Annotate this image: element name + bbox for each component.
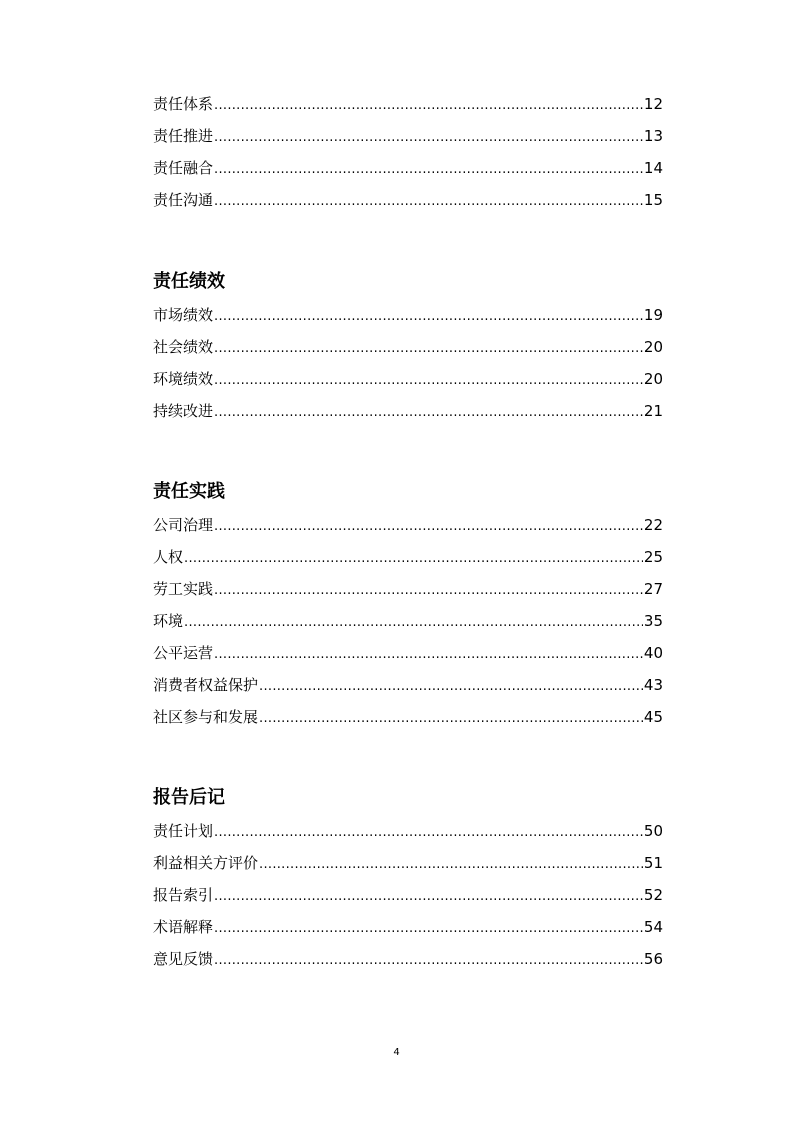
toc-entry-label: 责任融合 — [153, 159, 214, 177]
toc-entry-page: 20 — [643, 338, 663, 356]
toc-entry-page: 43 — [643, 676, 663, 694]
toc-leader-dots — [214, 307, 643, 327]
toc-entry-label: 责任体系 — [153, 95, 214, 113]
toc-leader-dots — [214, 128, 643, 148]
toc-entry-label: 利益相关方评价 — [153, 854, 259, 872]
toc-entry-page: 51 — [643, 854, 663, 872]
toc-leader-dots — [214, 581, 643, 601]
toc-entry-label: 消费者权益保护 — [153, 676, 259, 694]
toc-leader-dots — [214, 823, 643, 843]
toc-leader-dots — [214, 887, 643, 907]
toc-entry[interactable] — [153, 821, 663, 853]
toc-leader-dots — [214, 339, 643, 359]
toc-entry-page: 52 — [643, 886, 663, 904]
toc-entry-label: 意见反馈 — [153, 950, 214, 968]
toc-entry-label: 市场绩效 — [153, 306, 214, 324]
toc-entry-label: 责任计划 — [153, 822, 214, 840]
toc-entry[interactable] — [153, 369, 663, 401]
toc-entry[interactable] — [153, 949, 663, 981]
toc-leader-dots — [214, 517, 643, 537]
toc-entry-page: 50 — [643, 822, 663, 840]
toc-leader-dots — [214, 192, 643, 212]
toc-entry-page: 45 — [643, 708, 663, 726]
toc-entry[interactable] — [153, 190, 663, 222]
toc-entry-page: 54 — [643, 918, 663, 936]
toc-entry[interactable] — [153, 158, 663, 190]
toc-section-afterword — [153, 786, 663, 981]
toc-leader-dots — [259, 677, 643, 697]
toc-section-title: 责任绩效 — [153, 271, 225, 292]
toc-entry[interactable] — [153, 401, 663, 433]
toc-entry-label: 持续改进 — [153, 402, 214, 420]
toc-leader-dots — [214, 919, 643, 939]
toc-entry-page: 22 — [643, 516, 663, 534]
toc-entry-label: 环境 — [153, 612, 184, 630]
toc-entry[interactable] — [153, 515, 663, 547]
toc-leader-dots — [214, 371, 643, 391]
toc-entry[interactable] — [153, 853, 663, 885]
toc-entry-label: 报告索引 — [153, 886, 214, 904]
page-number: 4 — [393, 1047, 400, 1058]
toc-leader-dots — [214, 160, 643, 180]
toc-entry[interactable] — [153, 917, 663, 949]
toc-entry-label: 公平运营 — [153, 644, 214, 662]
toc-entry[interactable] — [153, 643, 663, 675]
toc-section-practice — [153, 480, 663, 739]
toc-leader-dots — [184, 549, 643, 569]
toc-entry[interactable] — [153, 126, 663, 158]
toc-entry-page: 21 — [643, 402, 663, 420]
toc-leader-dots — [214, 96, 643, 116]
toc-entry-page: 20 — [643, 370, 663, 388]
toc-section-title: 报告后记 — [153, 787, 225, 808]
toc-leader-dots — [214, 645, 643, 665]
toc-entry-page: 27 — [643, 580, 663, 598]
toc-leader-dots — [259, 855, 643, 875]
toc-entry-label: 人权 — [153, 548, 184, 566]
toc-entry-page: 15 — [643, 191, 663, 209]
toc-entry-page: 19 — [643, 306, 663, 324]
toc-entry[interactable] — [153, 305, 663, 337]
toc-entry-page: 25 — [643, 548, 663, 566]
toc-entry[interactable] — [153, 611, 663, 643]
toc-entry-label: 责任沟通 — [153, 191, 214, 209]
toc-section-performance — [153, 270, 663, 433]
toc-leader-dots — [259, 709, 643, 729]
toc-entry[interactable] — [153, 547, 663, 579]
toc-entry-page: 56 — [643, 950, 663, 968]
toc-entry-label: 社会绩效 — [153, 338, 214, 356]
toc-entry[interactable] — [153, 707, 663, 739]
toc-entry-label: 劳工实践 — [153, 580, 214, 598]
toc-entry[interactable] — [153, 885, 663, 917]
toc-entry[interactable] — [153, 94, 663, 126]
toc-entry-page: 14 — [643, 159, 663, 177]
toc-leader-dots — [214, 403, 643, 423]
toc-entry-label: 环境绩效 — [153, 370, 214, 388]
toc-entry-page: 40 — [643, 644, 663, 662]
toc-entry-label: 责任推进 — [153, 127, 214, 145]
toc-entry-label: 社区参与和发展 — [153, 708, 259, 726]
toc-leader-dots — [184, 613, 643, 633]
toc-section-title: 责任实践 — [153, 481, 225, 502]
toc-entry[interactable] — [153, 337, 663, 369]
toc-entry[interactable] — [153, 579, 663, 611]
toc-section-responsibility-management — [153, 94, 663, 222]
toc-leader-dots — [214, 951, 643, 971]
toc-entry-page: 12 — [643, 95, 663, 113]
toc-entry-label: 术语解释 — [153, 918, 214, 936]
toc-entry[interactable] — [153, 675, 663, 707]
toc-entry-label: 公司治理 — [153, 516, 214, 534]
toc-entry-page: 35 — [643, 612, 663, 630]
toc-entry-page: 13 — [643, 127, 663, 145]
